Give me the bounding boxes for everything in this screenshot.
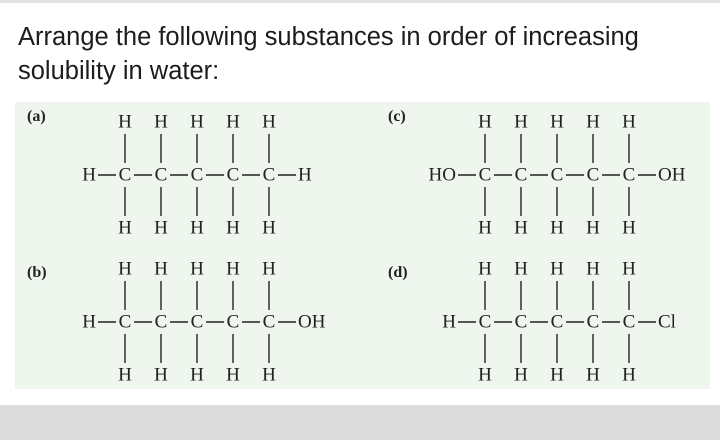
structure-a-bottom-h: H: [226, 217, 240, 239]
structure-a-bottom-h: H: [190, 217, 204, 239]
structure-c-top-h: H: [622, 111, 636, 133]
structure-b-top-h: H: [262, 258, 276, 280]
structure-c-bottom-h: H: [622, 217, 636, 239]
structure-a-top-h: H: [118, 111, 132, 133]
structure-c-carbon: C: [622, 164, 636, 186]
structure-b-bottom-h: H: [262, 364, 276, 386]
structure-d-carbon: C: [478, 311, 492, 333]
structure-a-carbon: C: [190, 164, 204, 186]
structure-b-label: (b): [27, 264, 47, 281]
structure-a-top-h: H: [190, 111, 204, 133]
structure-a-right-group: H: [298, 164, 312, 186]
structure-a-bottom-h: H: [262, 217, 276, 239]
structure-c-right-group: OH: [658, 164, 686, 186]
structure-c-bottom-h: H: [478, 217, 492, 239]
structure-d-right-group: Cl: [658, 311, 676, 333]
structure-b-carbon: C: [262, 311, 276, 333]
structure-a-bottom-h: H: [154, 217, 168, 239]
structure-b-bottom-h: H: [226, 364, 240, 386]
structure-c-bottom-h: H: [586, 217, 600, 239]
structure-d-top-h: H: [550, 258, 564, 280]
structure-c-top-h: H: [586, 111, 600, 133]
structure-c-carbon: C: [550, 164, 564, 186]
structure-a-top-h: H: [262, 111, 276, 133]
structure-a-carbon: C: [154, 164, 168, 186]
structure-b-carbon: C: [154, 311, 168, 333]
structure-c-carbon: C: [478, 164, 492, 186]
structure-d-bottom-h: H: [586, 364, 600, 386]
structure-d-top-h: H: [622, 258, 636, 280]
molecule-drawings: [15, 102, 710, 389]
structure-a-top-h: H: [226, 111, 240, 133]
structure-d-bottom-h: H: [478, 364, 492, 386]
structure-d-carbon: C: [622, 311, 636, 333]
structure-b-carbon: C: [226, 311, 240, 333]
structure-c-carbon: C: [514, 164, 528, 186]
structure-b-bottom-h: H: [154, 364, 168, 386]
question-text: Arrange the following substances in order of increasing solubility in water:: [18, 23, 639, 85]
structure-a-carbon: C: [118, 164, 132, 186]
structure-a-carbon: C: [262, 164, 276, 186]
structure-d-top-h: H: [586, 258, 600, 280]
structure-c-top-h: H: [514, 111, 528, 133]
structure-d-carbon: C: [550, 311, 564, 333]
structure-d-top-h: H: [478, 258, 492, 280]
structure-b-top-h: H: [226, 258, 240, 280]
structure-b-carbon: C: [190, 311, 204, 333]
structure-b-left-group: H: [82, 311, 96, 333]
structure-c-top-h: H: [550, 111, 564, 133]
structure-d-bottom-h: H: [550, 364, 564, 386]
structure-c-bottom-h: H: [514, 217, 528, 239]
structure-b-bottom-h: H: [190, 364, 204, 386]
top-divider: [0, 0, 720, 3]
structure-c-carbon: C: [586, 164, 600, 186]
structure-a-bottom-h: H: [118, 217, 132, 239]
structure-a-carbon: C: [226, 164, 240, 186]
structure-a-label: (a): [27, 108, 46, 125]
structures-figure: [15, 102, 710, 389]
structure-b-top-h: H: [118, 258, 132, 280]
structure-b-carbon: C: [118, 311, 132, 333]
structure-c-label: (c): [388, 108, 406, 125]
footer-bar: [0, 405, 720, 440]
structure-a-left-group: H: [82, 164, 96, 186]
structure-b-right-group: OH: [298, 311, 326, 333]
structure-d-carbon: C: [514, 311, 528, 333]
structure-b-top-h: H: [154, 258, 168, 280]
structure-d-label: (d): [388, 264, 408, 281]
structure-b-top-h: H: [190, 258, 204, 280]
structure-d-left-group: H: [442, 311, 456, 333]
structure-b-bottom-h: H: [118, 364, 132, 386]
structure-c-bottom-h: H: [550, 217, 564, 239]
structure-a-top-h: H: [154, 111, 168, 133]
structure-d-top-h: H: [514, 258, 528, 280]
structure-d-bottom-h: H: [514, 364, 528, 386]
structure-c-left-group: HO: [428, 164, 456, 186]
structure-d-bottom-h: H: [622, 364, 636, 386]
structure-d-carbon: C: [586, 311, 600, 333]
structure-c-top-h: H: [478, 111, 492, 133]
